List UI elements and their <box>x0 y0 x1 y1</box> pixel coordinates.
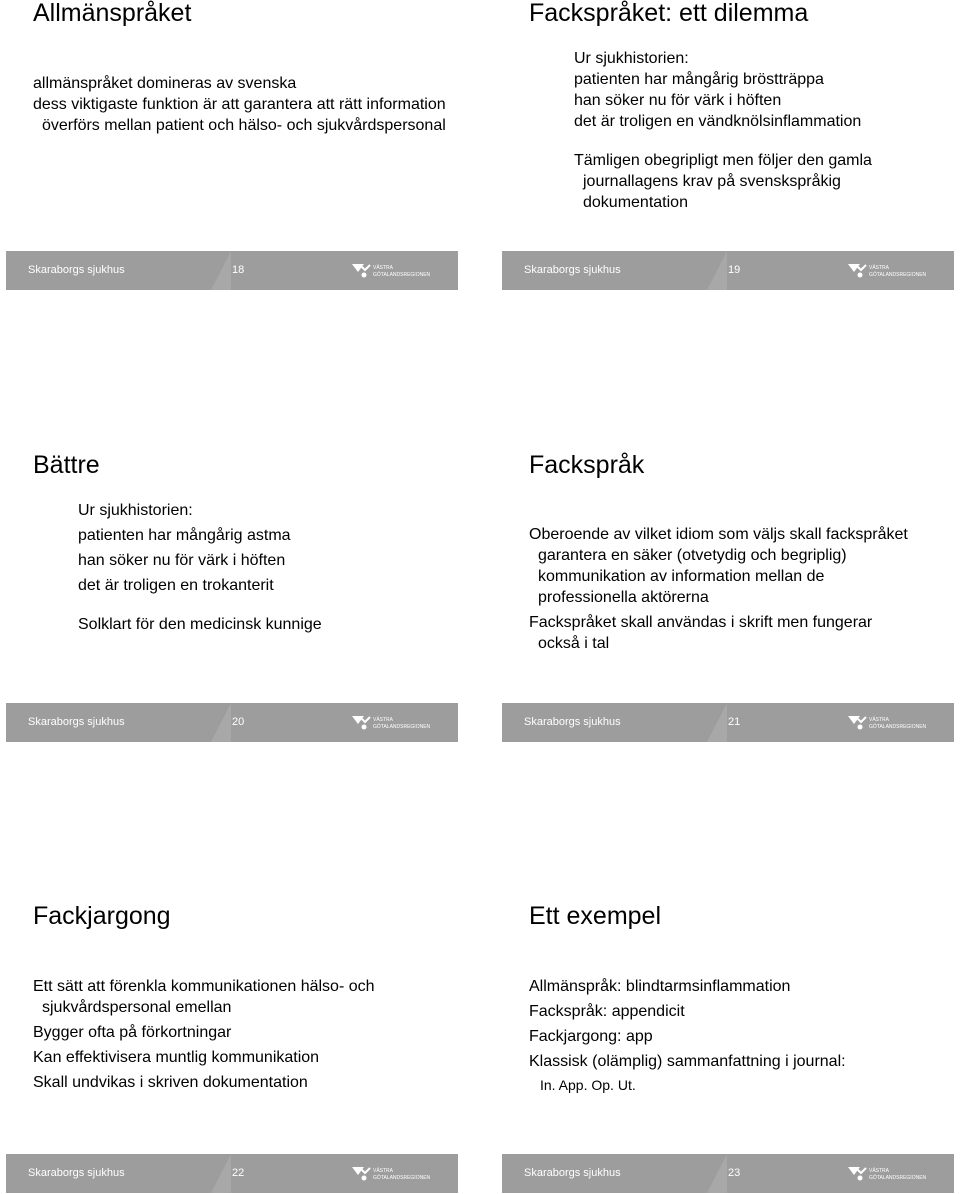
slide-footer <box>502 703 954 742</box>
footer-hospital-name: Skaraborgs sjukhus <box>28 716 125 728</box>
footer-hospital-name: Skaraborgs sjukhus <box>524 716 621 728</box>
slide-title: Fackspråket: ett dilemma <box>529 0 809 27</box>
logo-text-top: VÄSTRA <box>869 717 890 723</box>
slide-number: 18 <box>232 264 245 276</box>
logo-text-top: VÄSTRA <box>373 265 394 271</box>
vastra-gotalandsregionen-logo-icon <box>846 714 930 732</box>
bullet-line: Allmänspråk: blindtarmsinflammation <box>529 978 791 995</box>
slide-number: 20 <box>232 716 245 728</box>
vastra-gotalandsregionen-logo-icon <box>846 262 930 280</box>
slide-number: 19 <box>728 264 741 276</box>
slide-footer <box>6 1154 458 1193</box>
slide-19 <box>502 0 954 290</box>
slide-footer <box>6 251 458 290</box>
slide-23 <box>502 903 954 1193</box>
bullet-subline: In. App. Op. Ut. <box>540 1077 636 1093</box>
bullet-line: Fackspråket skall användas i skrift men fungerar också i tal <box>529 614 873 652</box>
logo-text-bottom: GÖTALANDSREGIONEN <box>373 1175 431 1181</box>
slide-title: Allmänspråket <box>33 0 192 27</box>
slide-body <box>574 48 960 213</box>
vastra-gotalandsregionen-logo-icon <box>350 1165 434 1183</box>
slide-body <box>78 500 498 635</box>
logo-text-bottom: GÖTALANDSREGIONEN <box>373 272 431 278</box>
slide-title: Fackjargong <box>33 902 171 930</box>
spacer <box>574 132 960 150</box>
bullet-line: Klassisk (olämplig) sammanfattning i journal: <box>529 1053 846 1070</box>
footer-hospital-name: Skaraborgs sjukhus <box>28 264 125 276</box>
slide-footer <box>502 1154 954 1193</box>
logo-text-bottom: GÖTALANDSREGIONEN <box>869 724 927 730</box>
bullet-line: Skall undvikas i skriven dokumentation <box>33 1074 308 1091</box>
bullet-line: Solklart för den medicinsk kunnige <box>78 616 322 633</box>
bullet-line: Ur sjukhistorien: <box>78 502 193 519</box>
bullet-line: Bygger ofta på förkortningar <box>33 1024 232 1041</box>
footer-stripe <box>211 703 231 742</box>
logo-text-bottom: GÖTALANDSREGIONEN <box>869 1175 927 1181</box>
footer-hospital-name: Skaraborgs sjukhus <box>524 1167 621 1179</box>
slide-number: 23 <box>728 1167 741 1179</box>
logo-text-bottom: GÖTALANDSREGIONEN <box>869 272 927 278</box>
footer-hospital-name: Skaraborgs sjukhus <box>28 1167 125 1179</box>
footer-stripe <box>211 1154 231 1193</box>
logo-text-top: VÄSTRA <box>373 1168 394 1174</box>
bullet-line: Oberoende av vilket idiom som väljs skall fackspråket garantera en säker (otvetydig och begriplig) kommunikation av information mellan de professionella aktörerna <box>529 526 908 606</box>
slide-footer <box>6 703 458 742</box>
bullet-line: det är troligen en trokanterit <box>78 577 274 594</box>
footer-stripe <box>707 251 727 290</box>
slide-title: Bättre <box>33 451 100 479</box>
vastra-gotalandsregionen-logo-icon <box>846 1165 930 1183</box>
bullet-line: Fackspråk: appendicit <box>529 1003 685 1020</box>
slide-18 <box>6 0 458 290</box>
bullet-line: han söker nu för värk i höften <box>574 92 782 109</box>
bullet-line: Ett sätt att förenkla kommunikationen hälso- och sjukvårdspersonal emellan <box>33 978 375 1016</box>
slide-body <box>33 73 453 136</box>
slide-title: Fackspråk <box>529 451 645 479</box>
logo-text-top: VÄSTRA <box>869 1168 890 1174</box>
bullet-line: dess viktigaste funktion är att garantera att rätt information överförs mellan patient och hälso- och sjukvårdspersonal <box>33 96 446 134</box>
logo-text-bottom: GÖTALANDSREGIONEN <box>373 724 431 730</box>
slide-body <box>33 976 453 1093</box>
slide-body <box>529 524 949 654</box>
bullet-line: Kan effektivisera muntlig kommunikation <box>33 1049 320 1066</box>
logo-text-top: VÄSTRA <box>373 717 394 723</box>
slide-20 <box>6 452 458 742</box>
slide-title: Ett exempel <box>529 902 662 930</box>
bullet-line: patienten har mångårig astma <box>78 527 291 544</box>
bullet-line: han söker nu för värk i höften <box>78 552 286 569</box>
vastra-gotalandsregionen-logo-icon <box>350 262 434 280</box>
bullet-line: Fackjargong: app <box>529 1028 653 1045</box>
bullet-line: allmänspråket domineras av svenska <box>33 75 297 92</box>
slide-number: 22 <box>232 1167 245 1179</box>
bullet-line: det är troligen en vändknölsinflammation <box>574 113 862 130</box>
footer-stripe <box>707 703 727 742</box>
bullet-line: Tämligen obegripligt men följer den gamla journallagens krav på svenskspråkig dokumentation <box>574 152 872 211</box>
spacer <box>78 596 498 614</box>
slide-number: 21 <box>728 716 741 728</box>
slide-footer <box>502 251 954 290</box>
slide-21 <box>502 452 954 742</box>
footer-stripe <box>211 251 231 290</box>
slide-body <box>529 976 949 1096</box>
bullet-line: Ur sjukhistorien: <box>574 50 689 67</box>
logo-text-top: VÄSTRA <box>869 265 890 271</box>
footer-stripe <box>707 1154 727 1193</box>
bullet-line: patienten har mångårig bröstträppa <box>574 71 824 88</box>
slide-22 <box>6 903 458 1193</box>
footer-hospital-name: Skaraborgs sjukhus <box>524 264 621 276</box>
vastra-gotalandsregionen-logo-icon <box>350 714 434 732</box>
